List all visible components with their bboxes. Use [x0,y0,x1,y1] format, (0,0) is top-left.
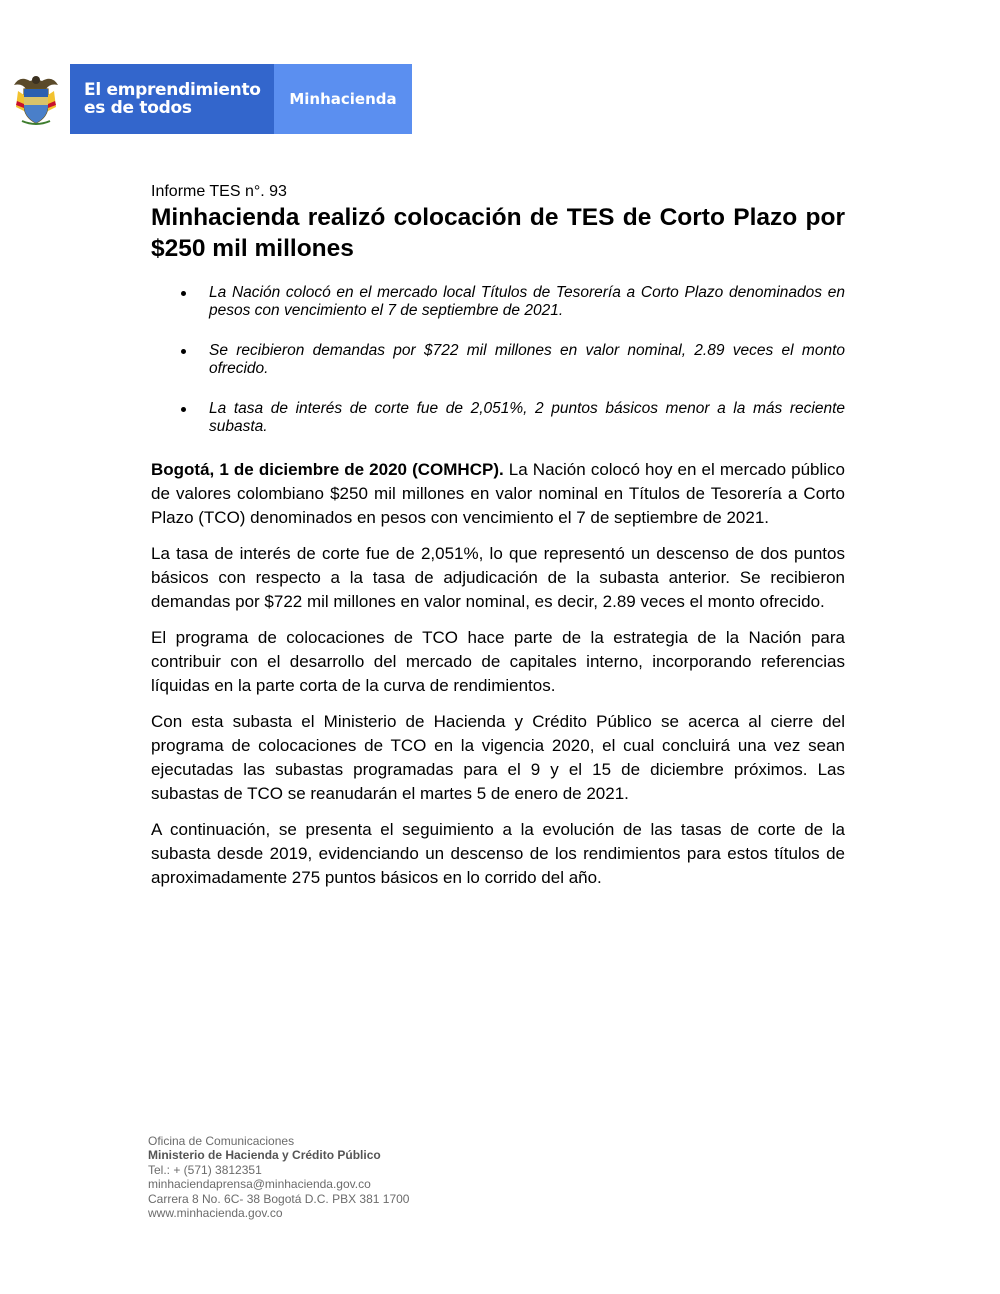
paragraph-1 [151,458,845,530]
document-body [151,182,845,902]
footer-email: minhaciendaprensa@minhacienda.gov.co [148,1177,371,1192]
bullet-icon [181,349,186,354]
footer-address: Carrera 8 No. 6C- 38 Bogotá D.C. PBX 381 1700 [148,1191,410,1206]
slogan-panel [2,64,274,134]
paragraph-1-text: La Nación colocó hoy en el mercado público de valores colombiano $250 mil millones en valor nominal en Títulos de Tesorería a Corto Plazo (TCO) denominados en pesos con vencimiento el 7 de septiembre de 2021. [151,460,845,527]
highlight-text: Se recibieron demandas por $722 mil millones en valor nominal, 2.89 veces el monto ofrecido. [209,342,845,377]
slogan-text [84,81,261,117]
document-title: Minhacienda realizó colocación de TES de Corto Plazo por $250 mil millones [151,204,845,262]
colombia-coat-of-arms-icon [10,71,62,127]
footer-office: Oficina de Comunicaciones [148,1134,295,1148]
footer-website: www.minhacienda.gov.co [148,1206,283,1221]
paragraph-5: A continuación, se presenta el seguimiento a la evolución de las tasas de corte de la subasta desde 2019, evidenciando un descenso de los rendimientos para estos títulos de aproximadamente 275 puntos básicos en lo corrido del año. [151,820,845,887]
footer-contact [148,1134,409,1220]
report-number: Informe TES n°. 93 [151,183,287,200]
footer-ministry: Ministerio de Hacienda y Crédito Público [148,1148,381,1163]
slogan-line-1: El emprendimiento [84,80,261,100]
header-banner [2,64,412,134]
highlight-item [151,284,845,320]
highlight-text: La Nación colocó en el mercado local Títulos de Tesorería a Corto Plazo denominados en pesos con vencimiento el 7 de septiembre de 2021. [209,284,845,319]
highlight-item [151,342,845,378]
slogan-line-2: es de todos [84,98,192,118]
highlight-item [151,400,845,436]
dateline: Bogotá, 1 de diciembre de 2020 (COMHCP). [151,460,504,479]
paragraph-3: El programa de colocaciones de TCO hace parte de la estrategia de la Nación para contribuir con el desarrollo del mercado de capitales interno, incorporando referencias líquidas en la parte corta de la curva de rendimientos. [151,628,845,695]
highlight-text: La tasa de interés de corte fue de 2,051%, 2 puntos básicos menor a la más reciente subasta. [209,400,845,435]
footer-phone: Tel.: + (571) 3812351 [148,1162,262,1177]
ministry-name: Minhacienda [274,64,412,134]
paragraph-2: La tasa de interés de corte fue de 2,051%, lo que representó un descenso de dos puntos básicos con respecto a la tasa de adjudicación de la subasta anterior. Se recibieron demandas por $722 mil millones en valor nominal, es decir, 2.89 veces el monto ofrecido. [151,544,845,611]
bullet-icon [181,291,186,296]
highlights-list [151,284,845,436]
bullet-icon [181,407,186,412]
paragraph-4: Con esta subasta el Ministerio de Hacienda y Crédito Público se acerca al cierre del programa de colocaciones de TCO en la vigencia 2020, el cual concluirá una vez sean ejecutadas las subastas programadas para el 9 y el 15 de diciembre próximos. Las subastas de TCO se reanudarán el martes 5 de enero de 2021. [151,712,845,803]
seal-container [2,64,70,134]
